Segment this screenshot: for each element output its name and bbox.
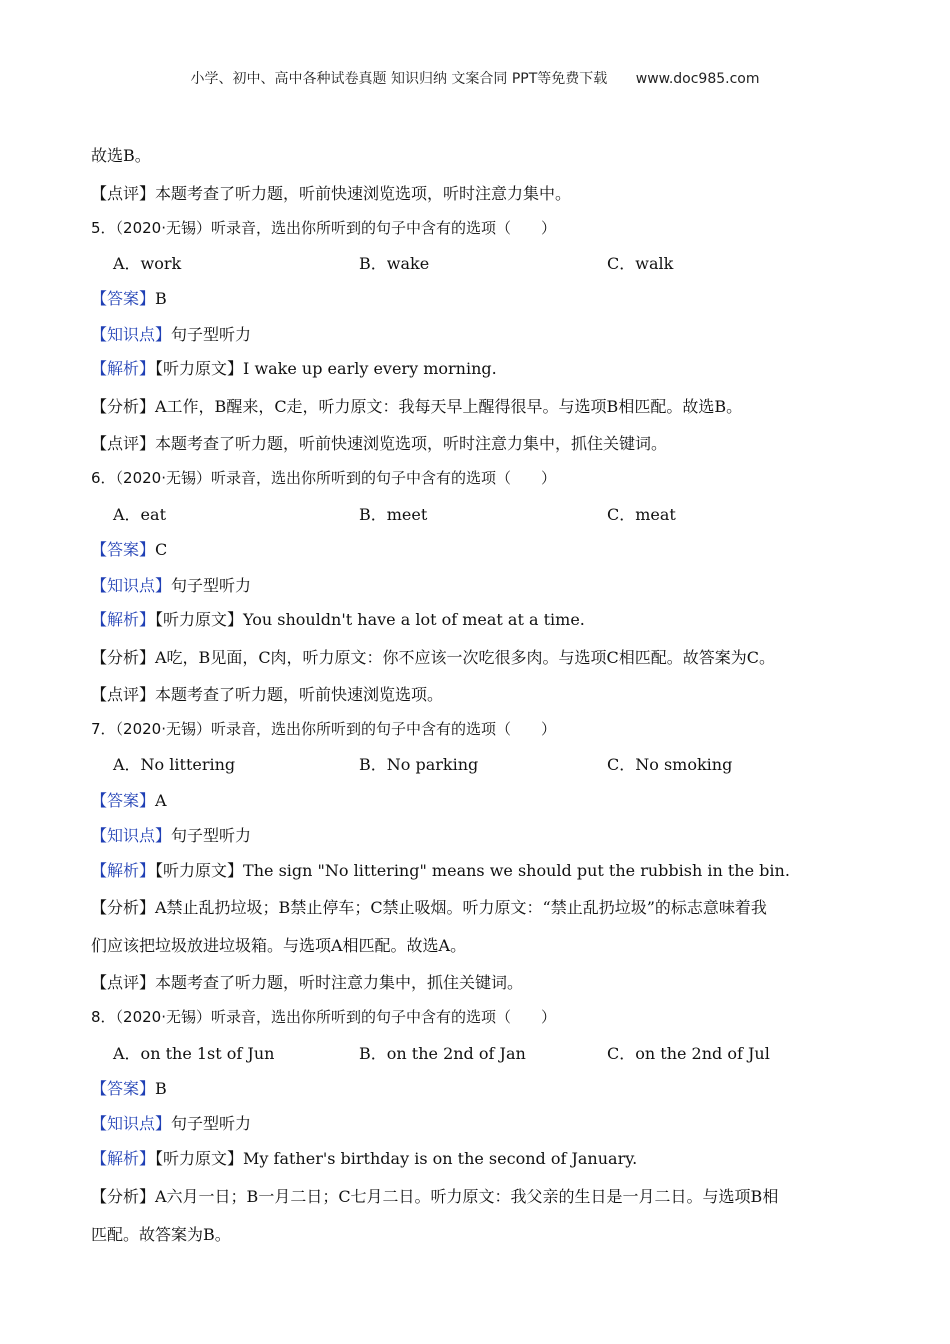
- analysis-line: [91, 610, 585, 630]
- original-text: The sign "No littering" means we should put the rubbish in the bin.: [243, 861, 790, 880]
- option-a: A．No littering: [113, 755, 236, 774]
- knowledge-value: 句子型听力: [171, 826, 252, 845]
- fenxi-line-continued: 们应该把垃圾放进垃圾箱。与选项A相匹配。故选A。: [91, 936, 467, 955]
- original-label: 【听力原文】: [155, 610, 244, 629]
- option-b: B．wake: [359, 254, 430, 273]
- fenxi-line: 【分析】A吃，B见面，C肉，听力原文：你不应该一次吃很多肉。与选项C相匹配。故答案为C。: [91, 648, 776, 667]
- answer-line: [91, 791, 167, 811]
- page-header: [0, 68, 950, 88]
- option-a: A．eat: [113, 505, 166, 524]
- question-6-stem: 6．（2020·无锡）听录音，选出你所听到的句子中含有的选项（ ）: [91, 469, 556, 487]
- comment-line: 【点评】本题考查了听力题，听前快速浏览选项，听时注意力集中。: [91, 184, 572, 203]
- answer-value: A: [155, 791, 167, 810]
- option-b: B．No parking: [359, 755, 479, 774]
- comment-line: 【点评】本题考查了听力题，听时注意力集中，抓住关键词。: [91, 973, 524, 992]
- text-line: 故选B。: [91, 146, 151, 165]
- analysis-label: 【解析】: [91, 1149, 156, 1168]
- original-label: 【听力原文】: [155, 359, 244, 378]
- option-c: C．meat: [607, 505, 676, 524]
- option-c: C．walk: [607, 254, 674, 273]
- analysis-line: [91, 359, 497, 379]
- answer-label: 【答案】: [91, 289, 156, 308]
- knowledge-label: 【知识点】: [91, 576, 172, 595]
- fenxi-line-continued: 匹配。故答案为B。: [91, 1225, 231, 1244]
- option-a: A．work: [113, 254, 182, 273]
- answer-label: 【答案】: [91, 1079, 156, 1098]
- knowledge-line: [91, 325, 251, 345]
- knowledge-line: [91, 576, 251, 596]
- option-c: C．No smoking: [607, 755, 733, 774]
- knowledge-label: 【知识点】: [91, 1114, 172, 1133]
- answer-line: [91, 540, 167, 560]
- option-b: B．meet: [359, 505, 428, 524]
- knowledge-line: [91, 826, 251, 846]
- option-a: A．on the 1st of Jun: [113, 1044, 275, 1063]
- answer-value: C: [155, 540, 168, 559]
- comment-line: 【点评】本题考查了听力题，听前快速浏览选项。: [91, 685, 444, 704]
- knowledge-line: [91, 1114, 251, 1134]
- original-text: My father's birthday is on the second of January.: [243, 1149, 638, 1168]
- original-text: I wake up early every morning.: [243, 359, 497, 378]
- analysis-line: [91, 1149, 637, 1169]
- knowledge-value: 句子型听力: [171, 576, 252, 595]
- knowledge-label: 【知识点】: [91, 826, 172, 845]
- original-label: 【听力原文】: [155, 861, 244, 880]
- answer-line: [91, 289, 167, 309]
- original-text: You shouldn't have a lot of meat at a time.: [243, 610, 585, 629]
- fenxi-line: 【分析】A六月一日；B一月二日；C七月二日。听力原文：我父亲的生日是一月二日。与选项B相: [91, 1187, 779, 1206]
- analysis-line: [91, 861, 790, 881]
- original-label: 【听力原文】: [155, 1149, 244, 1168]
- answer-value: B: [155, 1079, 167, 1098]
- header-site-link[interactable]: www.doc985.com: [635, 71, 760, 87]
- header-text: 小学、初中、高中各种试卷真题 知识归纳 文案合同 PPT等免费下载: [190, 71, 608, 87]
- knowledge-label: 【知识点】: [91, 325, 172, 344]
- option-c: C．on the 2nd of Jul: [607, 1044, 770, 1063]
- analysis-label: 【解析】: [91, 359, 156, 378]
- fenxi-line: 【分析】A禁止乱扔垃圾；B禁止停车；C禁止吸烟。听力原文：“禁止乱扔垃圾”的标志意味着我: [91, 898, 767, 917]
- answer-value: B: [155, 289, 167, 308]
- fenxi-line: 【分析】A工作，B醒来，C走，听力原文：我每天早上醒得很早。与选项B相匹配。故选B。: [91, 397, 743, 416]
- answer-label: 【答案】: [91, 791, 156, 810]
- knowledge-value: 句子型听力: [171, 1114, 252, 1133]
- comment-line: 【点评】本题考查了听力题，听前快速浏览选项，听时注意力集中，抓住关键词。: [91, 434, 668, 453]
- option-b: B．on the 2nd of Jan: [359, 1044, 526, 1063]
- analysis-label: 【解析】: [91, 610, 156, 629]
- analysis-label: 【解析】: [91, 861, 156, 880]
- answer-label: 【答案】: [91, 540, 156, 559]
- knowledge-value: 句子型听力: [171, 325, 252, 344]
- question-5-stem: 5．（2020·无锡）听录音，选出你所听到的句子中含有的选项（ ）: [91, 219, 556, 237]
- question-8-stem: 8．（2020·无锡）听录音，选出你所听到的句子中含有的选项（ ）: [91, 1008, 556, 1026]
- answer-line: [91, 1079, 167, 1099]
- question-7-stem: 7．（2020·无锡）听录音，选出你所听到的句子中含有的选项（ ）: [91, 720, 556, 738]
